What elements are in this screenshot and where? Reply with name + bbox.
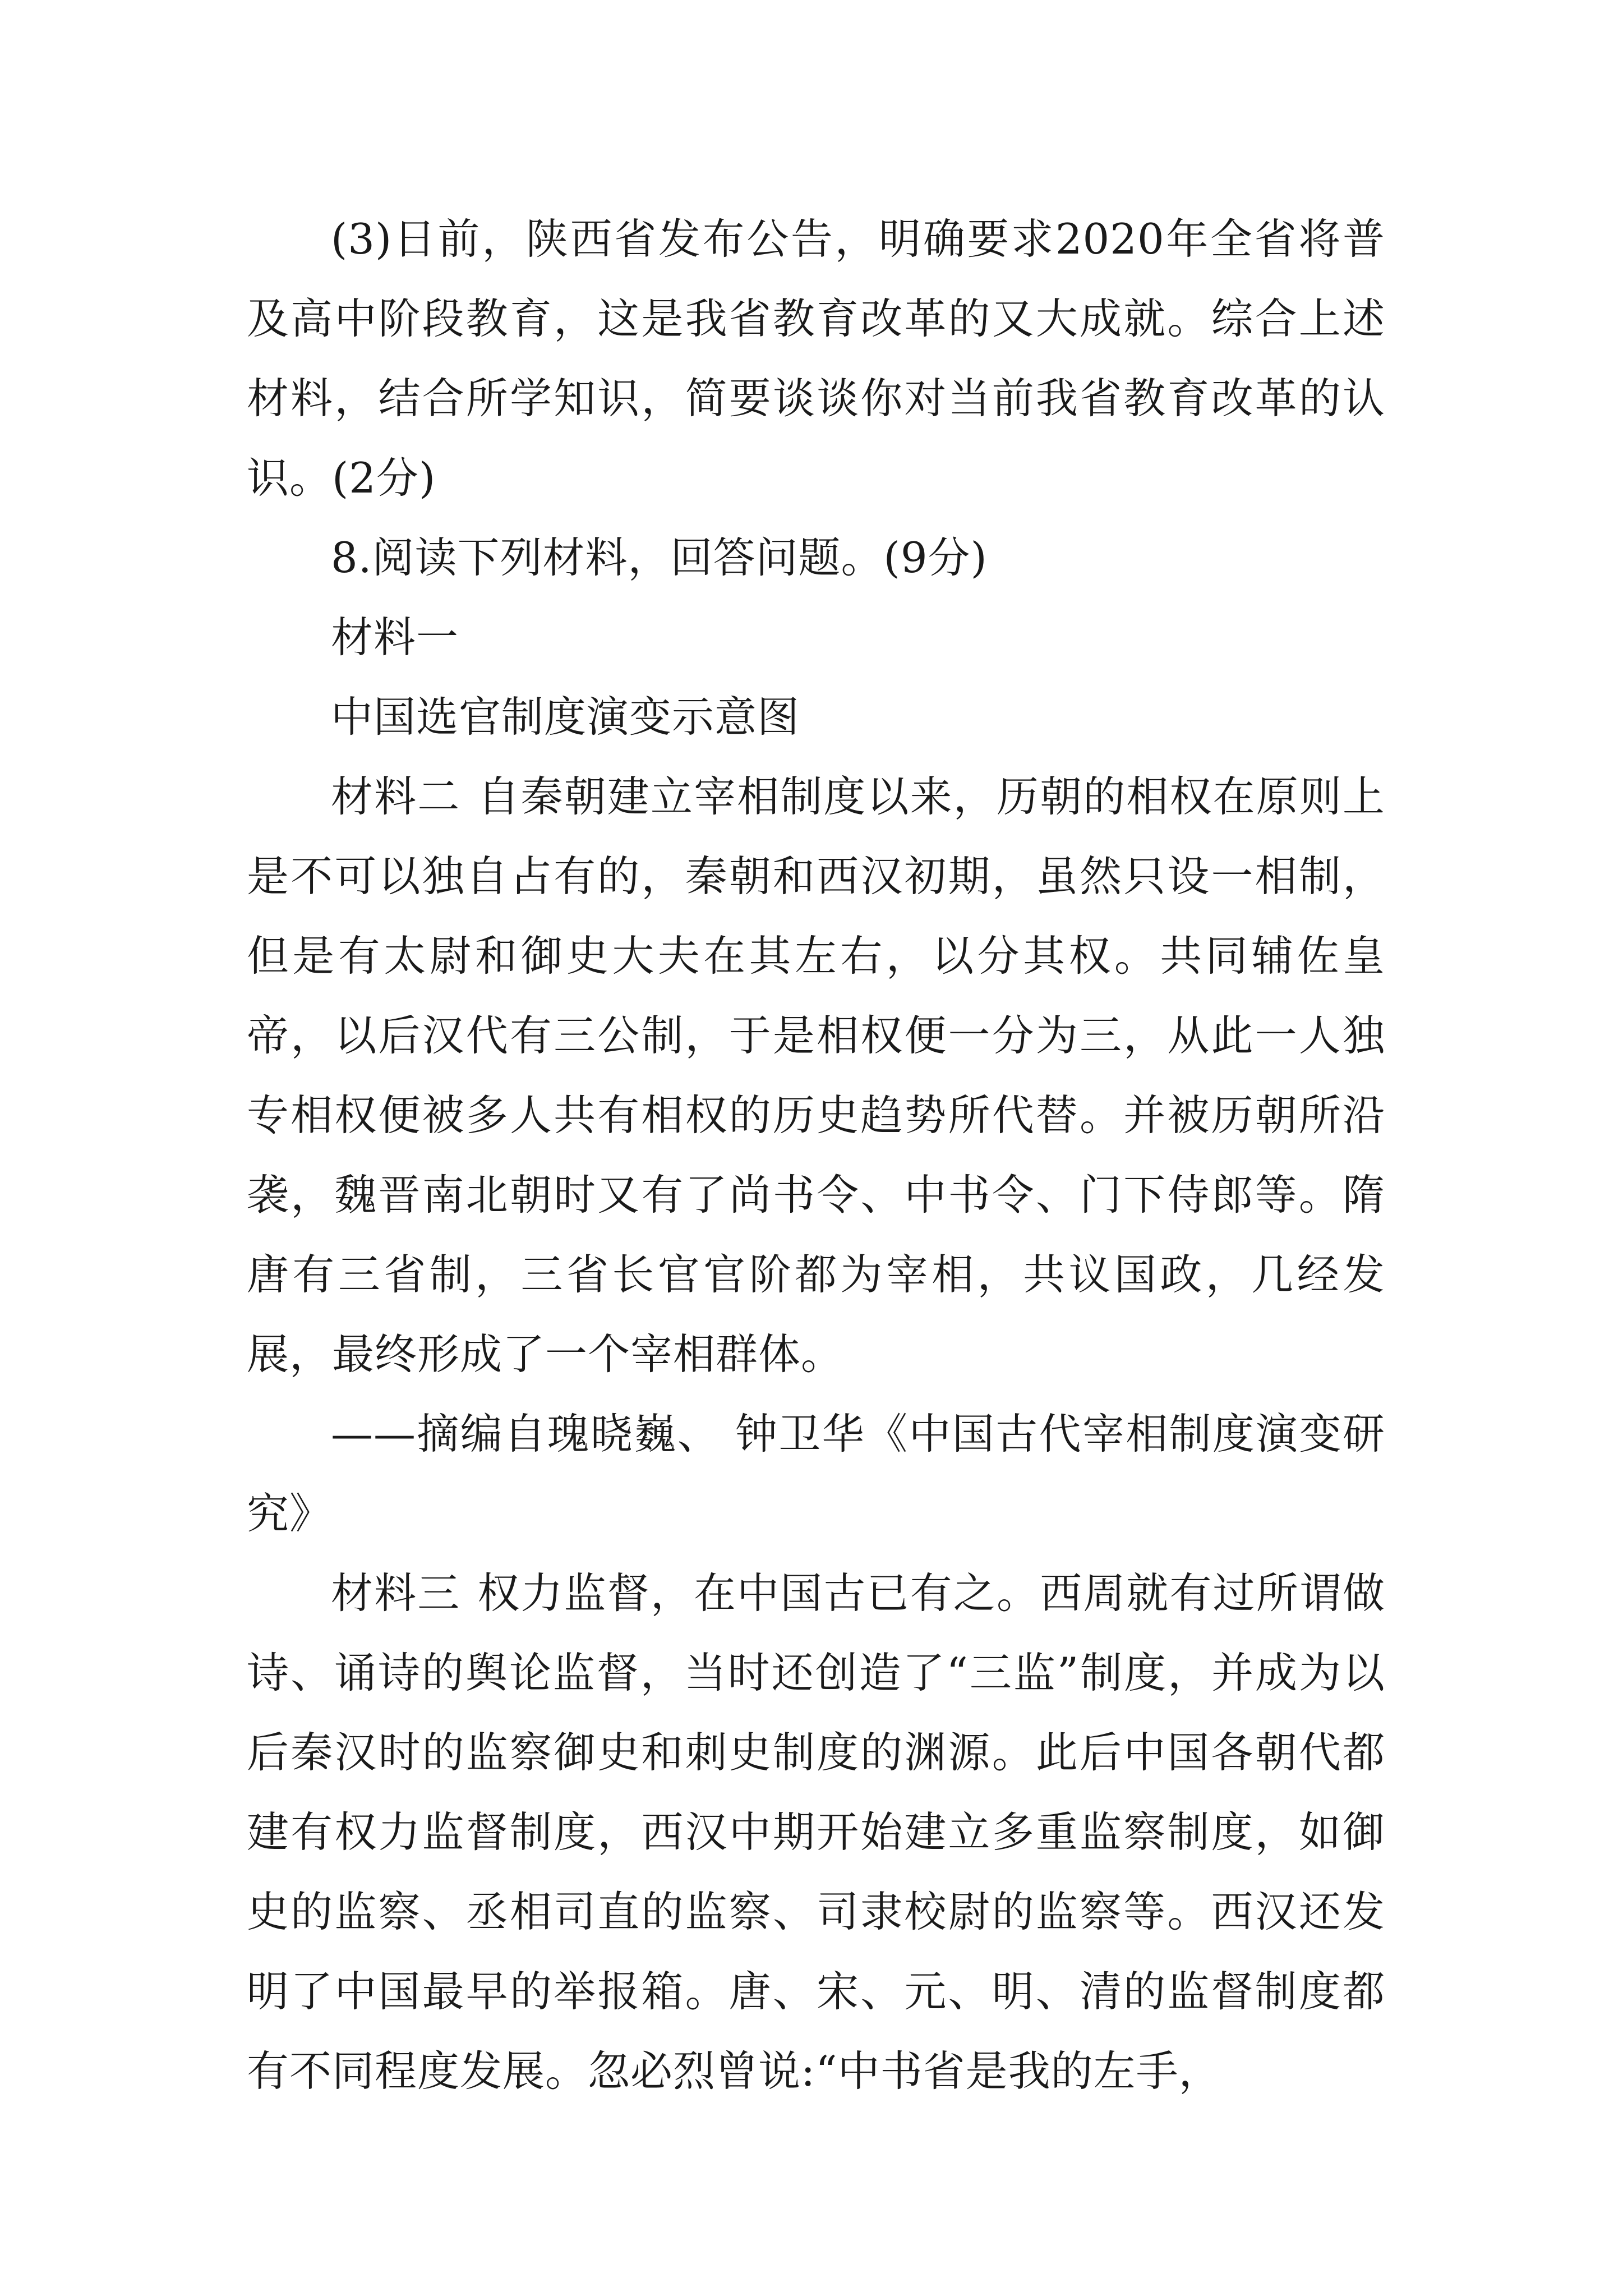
material-2-text: 自秦朝建立宰相制度以来，历朝的相权在原则上是不可以独自占有的，秦朝和西汉初期，虽然只设一相制，但是有太尉和御史大夫在其左右，以分其权。共同辅佐皇帝，以后汉代有三公制，于是相权便一分为三，从此一人独专相权便被多人共有相权的历史趋势所代替。并被历朝所沿袭，魏晋南北朝时又有了尚书令、中书令、门下侍郎等。隋唐有三省制，三省长官官阶都为宰相，共议国政，几经发展，最终形成了一个宰相群体。	[247, 772, 1385, 1379]
material-1-label: 材料一	[331, 613, 459, 662]
material-2-source: ——摘编自瑰晓巍、 钟卫华《中国古代宰相制度演变研究》	[247, 1409, 1385, 1538]
material-3-paragraph	[247, 1553, 1385, 2111]
material-2-paragraph	[247, 757, 1385, 1394]
question-8-title: 8.阅读下列材料，回答问题。(9分)	[331, 533, 988, 582]
material-3-label: 材料三	[331, 1568, 461, 1618]
material-3-text: 权力监督，在中国古已有之。西周就有过所谓做诗、诵诗的舆论监督，当时还创造了“三监”制度，并成为以后秦汉时的监察御史和刺史制度的渊源。此后中国各朝代都建有权力监督制度，西汉中期开始建立多重监察制度，如御史的监察、丞相司直的监察、司隶校尉的监察等。西汉还发明了中国最早的举报箱。唐、宋、元、明、清的监督制度都有不同程度发展。忽必烈曾说:“中书省是我的左手，	[247, 1568, 1385, 2096]
question-3-paragraph: (3)日前，陕西省发布公告，明确要求2020年全省将普及高中阶段教育，这是我省教育改革的又大成就。综合上述材料，结合所学知识，简要谈谈你对当前我省教育改革的认识。(2分)	[247, 214, 1385, 503]
material-1-caption: 中国选官制度演变示意图	[331, 692, 800, 742]
material-2-label: 材料二	[331, 772, 461, 821]
document-body	[247, 199, 1385, 2111]
